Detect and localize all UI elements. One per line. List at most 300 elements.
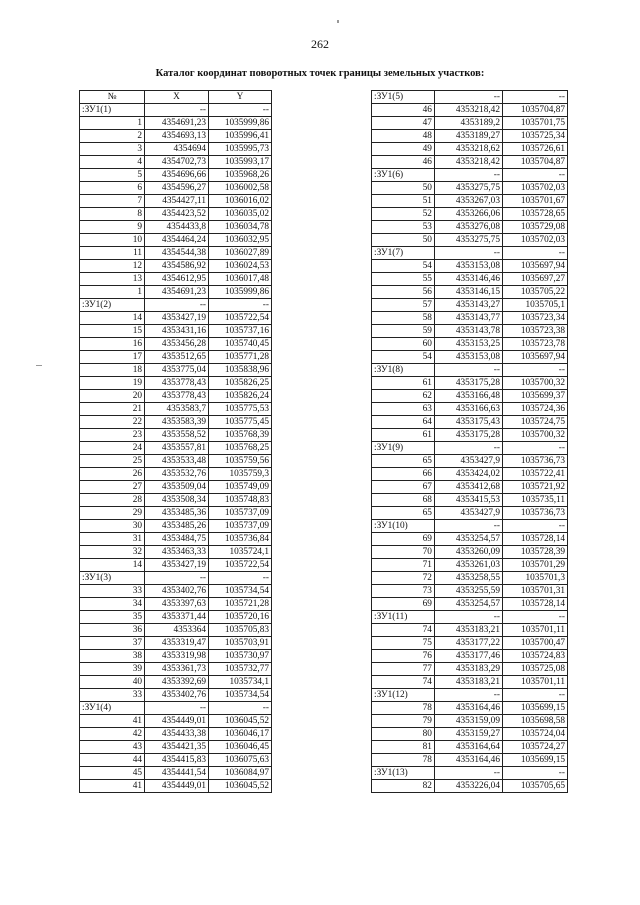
y-coordinate-cell: 1035724,1 <box>209 546 272 559</box>
table-row <box>372 104 568 117</box>
table-row <box>80 312 272 325</box>
table-row <box>372 494 568 507</box>
table-row <box>80 208 272 221</box>
y-coordinate-cell: -- <box>209 572 272 585</box>
x-coordinate-cell: 4353456,28 <box>145 338 209 351</box>
table-row <box>372 156 568 169</box>
y-coordinate-cell: 1035737,09 <box>209 507 272 520</box>
table-row <box>372 507 568 520</box>
table-row <box>372 208 568 221</box>
table-row <box>372 91 568 104</box>
table-row <box>80 598 272 611</box>
y-coordinate-cell: 1035826,24 <box>209 390 272 403</box>
table-row <box>80 390 272 403</box>
table-row <box>80 442 272 455</box>
table-row <box>80 429 272 442</box>
point-number-cell: 69 <box>372 598 435 611</box>
x-coordinate-cell: 4353260,09 <box>434 546 502 559</box>
x-coordinate-cell: 4353583,7 <box>145 403 209 416</box>
x-coordinate-cell: 4353509,04 <box>145 481 209 494</box>
x-coordinate-cell: -- <box>434 520 502 533</box>
x-coordinate-cell: 4353431,16 <box>145 325 209 338</box>
point-number-cell: 6 <box>80 182 145 195</box>
y-coordinate-cell: 1035723,78 <box>502 338 567 351</box>
point-number-cell: 25 <box>80 455 145 468</box>
y-coordinate-cell: 1035704,87 <box>502 104 567 117</box>
point-number-cell: 45 <box>80 767 145 780</box>
y-coordinate-cell: 1035702,03 <box>502 234 567 247</box>
y-coordinate-cell: 1035724,04 <box>502 728 567 741</box>
point-number-cell: 19 <box>80 377 145 390</box>
point-number-cell: 46 <box>372 104 435 117</box>
y-coordinate-cell: 1035995,73 <box>209 143 272 156</box>
table-row <box>372 169 568 182</box>
x-coordinate-cell: 4353153,08 <box>434 351 502 364</box>
x-coordinate-cell: 4354693,13 <box>145 130 209 143</box>
table-row <box>372 234 568 247</box>
point-number-cell: 55 <box>372 273 435 286</box>
y-coordinate-cell: 1035720,16 <box>209 611 272 624</box>
x-coordinate-cell: 4353484,75 <box>145 533 209 546</box>
point-number-cell: 43 <box>80 741 145 754</box>
table-row <box>372 273 568 286</box>
table-row <box>372 520 568 533</box>
y-coordinate-cell: 1036046,45 <box>209 741 272 754</box>
point-number-cell: 58 <box>372 312 435 325</box>
point-number-cell: 10 <box>80 234 145 247</box>
y-coordinate-cell: 1035726,61 <box>502 143 567 156</box>
x-coordinate-cell: -- <box>145 299 209 312</box>
point-number-cell: :ЗУ1(5) <box>372 91 435 104</box>
x-coordinate-cell: 4353254,57 <box>434 598 502 611</box>
x-coordinate-cell: 4353177,22 <box>434 637 502 650</box>
table-row <box>372 221 568 234</box>
x-coordinate-cell: 4353319,98 <box>145 650 209 663</box>
y-coordinate-cell: 1035701,11 <box>502 676 567 689</box>
point-number-cell: 79 <box>372 715 435 728</box>
x-coordinate-cell: 4354586,92 <box>145 260 209 273</box>
y-coordinate-cell: 1035700,32 <box>502 429 567 442</box>
x-coordinate-cell: -- <box>434 689 502 702</box>
x-coordinate-cell: 4354696,66 <box>145 169 209 182</box>
y-coordinate-cell: -- <box>209 702 272 715</box>
x-coordinate-cell: 4353175,28 <box>434 377 502 390</box>
point-number-cell: :ЗУ1(9) <box>372 442 435 455</box>
table-row <box>372 676 568 689</box>
table-row <box>372 754 568 767</box>
point-number-cell: 66 <box>372 468 435 481</box>
y-coordinate-cell: 1035728,14 <box>502 598 567 611</box>
y-coordinate-cell: 1035759,3 <box>209 468 272 481</box>
table-row <box>372 130 568 143</box>
y-coordinate-cell: 1035702,03 <box>502 182 567 195</box>
point-number-cell: 67 <box>372 481 435 494</box>
x-coordinate-cell: 4354441,54 <box>145 767 209 780</box>
page-title: Каталог координат поворотных точек границы земельных участков: <box>155 68 485 79</box>
table-row <box>372 351 568 364</box>
y-coordinate-cell: 1035724,27 <box>502 741 567 754</box>
x-coordinate-cell: 4353266,06 <box>434 208 502 221</box>
table-row <box>372 416 568 429</box>
y-coordinate-cell: 1035968,26 <box>209 169 272 182</box>
y-coordinate-cell: 1035699,37 <box>502 390 567 403</box>
y-coordinate-cell: 1035705,1 <box>502 299 567 312</box>
x-coordinate-cell: 4354449,01 <box>145 715 209 728</box>
table-row <box>80 715 272 728</box>
y-coordinate-cell: 1035704,87 <box>502 156 567 169</box>
x-coordinate-cell: 4353275,75 <box>434 182 502 195</box>
point-number-cell: 54 <box>372 260 435 273</box>
point-number-cell: 35 <box>80 611 145 624</box>
y-coordinate-cell: 1035728,39 <box>502 546 567 559</box>
y-coordinate-cell: 1035700,32 <box>502 377 567 390</box>
x-coordinate-cell: 4353485,26 <box>145 520 209 533</box>
table-row <box>372 572 568 585</box>
table-row <box>80 143 272 156</box>
point-number-cell: 37 <box>80 637 145 650</box>
x-coordinate-cell: 4353261,03 <box>434 559 502 572</box>
point-number-cell: 18 <box>80 364 145 377</box>
table-header-row <box>80 91 272 104</box>
header-y: Y <box>209 91 272 104</box>
x-coordinate-cell: -- <box>434 364 502 377</box>
point-number-cell: 24 <box>80 442 145 455</box>
y-coordinate-cell: 1036017,48 <box>209 273 272 286</box>
y-coordinate-cell: -- <box>502 169 567 182</box>
point-number-cell: 17 <box>80 351 145 364</box>
table-row <box>80 689 272 702</box>
x-coordinate-cell: 4354702,73 <box>145 156 209 169</box>
x-coordinate-cell: 4353392,69 <box>145 676 209 689</box>
table-row <box>80 117 272 130</box>
y-coordinate-cell: 1036084,97 <box>209 767 272 780</box>
point-number-cell: 5 <box>80 169 145 182</box>
point-number-cell: 36 <box>80 624 145 637</box>
table-row <box>80 507 272 520</box>
table-row <box>372 468 568 481</box>
x-coordinate-cell: 4353533,48 <box>145 455 209 468</box>
x-coordinate-cell: 4353189,27 <box>434 130 502 143</box>
x-coordinate-cell: -- <box>434 169 502 182</box>
table-row <box>80 416 272 429</box>
y-coordinate-cell: 1035697,94 <box>502 260 567 273</box>
point-number-cell: :ЗУ1(2) <box>80 299 145 312</box>
x-coordinate-cell: 4353775,04 <box>145 364 209 377</box>
y-coordinate-cell: 1035723,34 <box>502 312 567 325</box>
table-row <box>80 702 272 715</box>
x-coordinate-cell: 4354544,38 <box>145 247 209 260</box>
point-number-cell: 31 <box>80 533 145 546</box>
x-coordinate-cell: 4353146,15 <box>434 286 502 299</box>
y-coordinate-cell: 1035729,08 <box>502 221 567 234</box>
y-coordinate-cell: 1035732,77 <box>209 663 272 676</box>
point-number-cell: 8 <box>80 208 145 221</box>
table-row <box>80 494 272 507</box>
point-number-cell: 41 <box>80 780 145 793</box>
table-row <box>80 104 272 117</box>
table-row <box>372 377 568 390</box>
y-coordinate-cell: 1035701,3 <box>502 572 567 585</box>
point-number-cell: 65 <box>372 507 435 520</box>
y-coordinate-cell: 1036045,52 <box>209 715 272 728</box>
x-coordinate-cell: 4353532,76 <box>145 468 209 481</box>
y-coordinate-cell: 1035722,54 <box>209 559 272 572</box>
y-coordinate-cell: 1035736,73 <box>502 507 567 520</box>
table-row <box>372 728 568 741</box>
point-number-cell: 26 <box>80 468 145 481</box>
x-coordinate-cell: 4353255,59 <box>434 585 502 598</box>
point-number-cell: 47 <box>372 117 435 130</box>
point-number-cell: 3 <box>80 143 145 156</box>
table-row <box>372 481 568 494</box>
table-row <box>80 260 272 273</box>
point-number-cell: 49 <box>372 143 435 156</box>
table-row <box>80 468 272 481</box>
y-coordinate-cell: 1035734,1 <box>209 676 272 689</box>
point-number-cell: 68 <box>372 494 435 507</box>
x-coordinate-cell: -- <box>434 611 502 624</box>
x-coordinate-cell: 4353164,46 <box>434 754 502 767</box>
point-number-cell: 64 <box>372 416 435 429</box>
x-coordinate-cell: 4353177,46 <box>434 650 502 663</box>
y-coordinate-cell: -- <box>502 247 567 260</box>
y-coordinate-cell: 1035737,09 <box>209 520 272 533</box>
y-coordinate-cell: 1036002,58 <box>209 182 272 195</box>
table-row <box>372 286 568 299</box>
point-number-cell: 82 <box>372 780 435 793</box>
scan-speck <box>36 365 42 366</box>
y-coordinate-cell: 1035722,41 <box>502 468 567 481</box>
point-number-cell: 15 <box>80 325 145 338</box>
point-number-cell: 42 <box>80 728 145 741</box>
point-number-cell: :ЗУ1(6) <box>372 169 435 182</box>
point-number-cell: 77 <box>372 663 435 676</box>
point-number-cell: 74 <box>372 676 435 689</box>
x-coordinate-cell: 4353166,63 <box>434 403 502 416</box>
point-number-cell: 22 <box>80 416 145 429</box>
point-number-cell: 11 <box>80 247 145 260</box>
table-row <box>372 780 568 793</box>
point-number-cell: 32 <box>80 546 145 559</box>
y-coordinate-cell: 1036016,02 <box>209 195 272 208</box>
point-number-cell: 63 <box>372 403 435 416</box>
point-number-cell: 9 <box>80 221 145 234</box>
point-number-cell: 12 <box>80 260 145 273</box>
y-coordinate-cell: 1036045,52 <box>209 780 272 793</box>
x-coordinate-cell: 4353361,73 <box>145 663 209 676</box>
table-row <box>80 455 272 468</box>
y-coordinate-cell: 1035705,83 <box>209 624 272 637</box>
y-coordinate-cell: -- <box>209 299 272 312</box>
y-coordinate-cell: 1036034,78 <box>209 221 272 234</box>
point-number-cell: 81 <box>372 741 435 754</box>
x-coordinate-cell: 4353778,43 <box>145 390 209 403</box>
table-row <box>80 273 272 286</box>
table-row <box>372 260 568 273</box>
x-coordinate-cell: 4353557,81 <box>145 442 209 455</box>
y-coordinate-cell: 1035703,91 <box>209 637 272 650</box>
table-row <box>372 338 568 351</box>
y-coordinate-cell: 1035748,83 <box>209 494 272 507</box>
scan-speck <box>337 20 339 23</box>
point-number-cell: :ЗУ1(12) <box>372 689 435 702</box>
y-coordinate-cell: 1035721,92 <box>502 481 567 494</box>
x-coordinate-cell: 4353463,33 <box>145 546 209 559</box>
point-number-cell: :ЗУ1(10) <box>372 520 435 533</box>
y-coordinate-cell: 1036027,89 <box>209 247 272 260</box>
y-coordinate-cell: 1035701,75 <box>502 117 567 130</box>
x-coordinate-cell: 4354596,27 <box>145 182 209 195</box>
y-coordinate-cell: 1035705,22 <box>502 286 567 299</box>
point-number-cell: 33 <box>80 689 145 702</box>
x-coordinate-cell: 4353427,9 <box>434 455 502 468</box>
point-number-cell: 70 <box>372 546 435 559</box>
x-coordinate-cell: -- <box>434 442 502 455</box>
point-number-cell: 71 <box>372 559 435 572</box>
table-row <box>80 663 272 676</box>
y-coordinate-cell: 1035736,84 <box>209 533 272 546</box>
x-coordinate-cell: 4353254,57 <box>434 533 502 546</box>
x-coordinate-cell: 4353415,53 <box>434 494 502 507</box>
table-row <box>372 585 568 598</box>
y-coordinate-cell: 1035736,73 <box>502 455 567 468</box>
x-coordinate-cell: -- <box>145 702 209 715</box>
table-row <box>372 598 568 611</box>
x-coordinate-cell: 4353153,08 <box>434 260 502 273</box>
point-number-cell: 14 <box>80 312 145 325</box>
y-coordinate-cell: 1035701,29 <box>502 559 567 572</box>
table-row <box>80 338 272 351</box>
y-coordinate-cell: -- <box>502 767 567 780</box>
y-coordinate-cell: 1035734,54 <box>209 689 272 702</box>
table-row <box>372 741 568 754</box>
y-coordinate-cell: -- <box>502 364 567 377</box>
point-number-cell: 50 <box>372 182 435 195</box>
x-coordinate-cell: -- <box>434 247 502 260</box>
y-coordinate-cell: 1036024,53 <box>209 260 272 273</box>
point-number-cell: :ЗУ1(7) <box>372 247 435 260</box>
x-coordinate-cell: 4353143,77 <box>434 312 502 325</box>
point-number-cell: 4 <box>80 156 145 169</box>
table-row <box>80 247 272 260</box>
point-number-cell: 14 <box>80 559 145 572</box>
y-coordinate-cell: 1035759,56 <box>209 455 272 468</box>
x-coordinate-cell: -- <box>145 572 209 585</box>
table-row <box>80 286 272 299</box>
table-row <box>80 377 272 390</box>
y-coordinate-cell: 1035740,45 <box>209 338 272 351</box>
point-number-cell: 78 <box>372 702 435 715</box>
y-coordinate-cell: -- <box>209 104 272 117</box>
x-coordinate-cell: 4353275,75 <box>434 234 502 247</box>
point-number-cell: 30 <box>80 520 145 533</box>
y-coordinate-cell: 1035701,67 <box>502 195 567 208</box>
point-number-cell: 1 <box>80 286 145 299</box>
table-row <box>372 299 568 312</box>
y-coordinate-cell: 1035999,86 <box>209 117 272 130</box>
table-row <box>80 676 272 689</box>
y-coordinate-cell: 1035724,36 <box>502 403 567 416</box>
x-coordinate-cell: 4353164,64 <box>434 741 502 754</box>
table-row <box>80 611 272 624</box>
table-row <box>372 637 568 650</box>
x-coordinate-cell: 4353143,78 <box>434 325 502 338</box>
point-number-cell: 21 <box>80 403 145 416</box>
point-number-cell: 61 <box>372 429 435 442</box>
y-coordinate-cell: 1035737,16 <box>209 325 272 338</box>
point-number-cell: 48 <box>372 130 435 143</box>
y-coordinate-cell: 1035993,17 <box>209 156 272 169</box>
table-row <box>80 403 272 416</box>
point-number-cell: 69 <box>372 533 435 546</box>
table-row <box>372 182 568 195</box>
y-coordinate-cell: 1035838,96 <box>209 364 272 377</box>
point-number-cell: 78 <box>372 754 435 767</box>
x-coordinate-cell: 4353218,62 <box>434 143 502 156</box>
x-coordinate-cell: 4354464,24 <box>145 234 209 247</box>
x-coordinate-cell: 4353276,08 <box>434 221 502 234</box>
x-coordinate-cell: 4354694 <box>145 143 209 156</box>
point-number-cell: 34 <box>80 598 145 611</box>
table-row <box>372 403 568 416</box>
y-coordinate-cell: 1035724,75 <box>502 416 567 429</box>
x-coordinate-cell: 4353371,44 <box>145 611 209 624</box>
table-row <box>372 117 568 130</box>
table-row <box>80 728 272 741</box>
y-coordinate-cell: 1035698,58 <box>502 715 567 728</box>
x-coordinate-cell: 4353183,21 <box>434 676 502 689</box>
table-row <box>80 481 272 494</box>
y-coordinate-cell: 1035701,11 <box>502 624 567 637</box>
point-number-cell: 59 <box>372 325 435 338</box>
page-number: 262 <box>311 37 329 51</box>
y-coordinate-cell: 1035728,65 <box>502 208 567 221</box>
x-coordinate-cell: 4353508,34 <box>145 494 209 507</box>
point-number-cell: 57 <box>372 299 435 312</box>
table-row <box>80 533 272 546</box>
table-row <box>80 234 272 247</box>
point-number-cell: 13 <box>80 273 145 286</box>
x-coordinate-cell: 4353427,9 <box>434 507 502 520</box>
y-coordinate-cell: 1036046,17 <box>209 728 272 741</box>
point-number-cell: 23 <box>80 429 145 442</box>
table-row <box>372 715 568 728</box>
x-coordinate-cell: 4354415,83 <box>145 754 209 767</box>
table-row <box>372 312 568 325</box>
y-coordinate-cell: 1035722,54 <box>209 312 272 325</box>
table-row <box>372 611 568 624</box>
x-coordinate-cell: 4353424,02 <box>434 468 502 481</box>
x-coordinate-cell: 4353183,29 <box>434 663 502 676</box>
y-coordinate-cell: 1035725,34 <box>502 130 567 143</box>
point-number-cell: 72 <box>372 572 435 585</box>
x-coordinate-cell: 4354449,01 <box>145 780 209 793</box>
point-number-cell: :ЗУ1(8) <box>372 364 435 377</box>
point-number-cell: 16 <box>80 338 145 351</box>
point-number-cell: 2 <box>80 130 145 143</box>
point-number-cell: 61 <box>372 377 435 390</box>
x-coordinate-cell: 4353412,68 <box>434 481 502 494</box>
y-coordinate-cell: 1035701,31 <box>502 585 567 598</box>
y-coordinate-cell: 1035697,94 <box>502 351 567 364</box>
table-row <box>80 624 272 637</box>
point-number-cell: 53 <box>372 221 435 234</box>
point-number-cell: 54 <box>372 351 435 364</box>
y-coordinate-cell: 1035734,54 <box>209 585 272 598</box>
table-row <box>80 520 272 533</box>
point-number-cell: 44 <box>80 754 145 767</box>
y-coordinate-cell: 1036035,02 <box>209 208 272 221</box>
